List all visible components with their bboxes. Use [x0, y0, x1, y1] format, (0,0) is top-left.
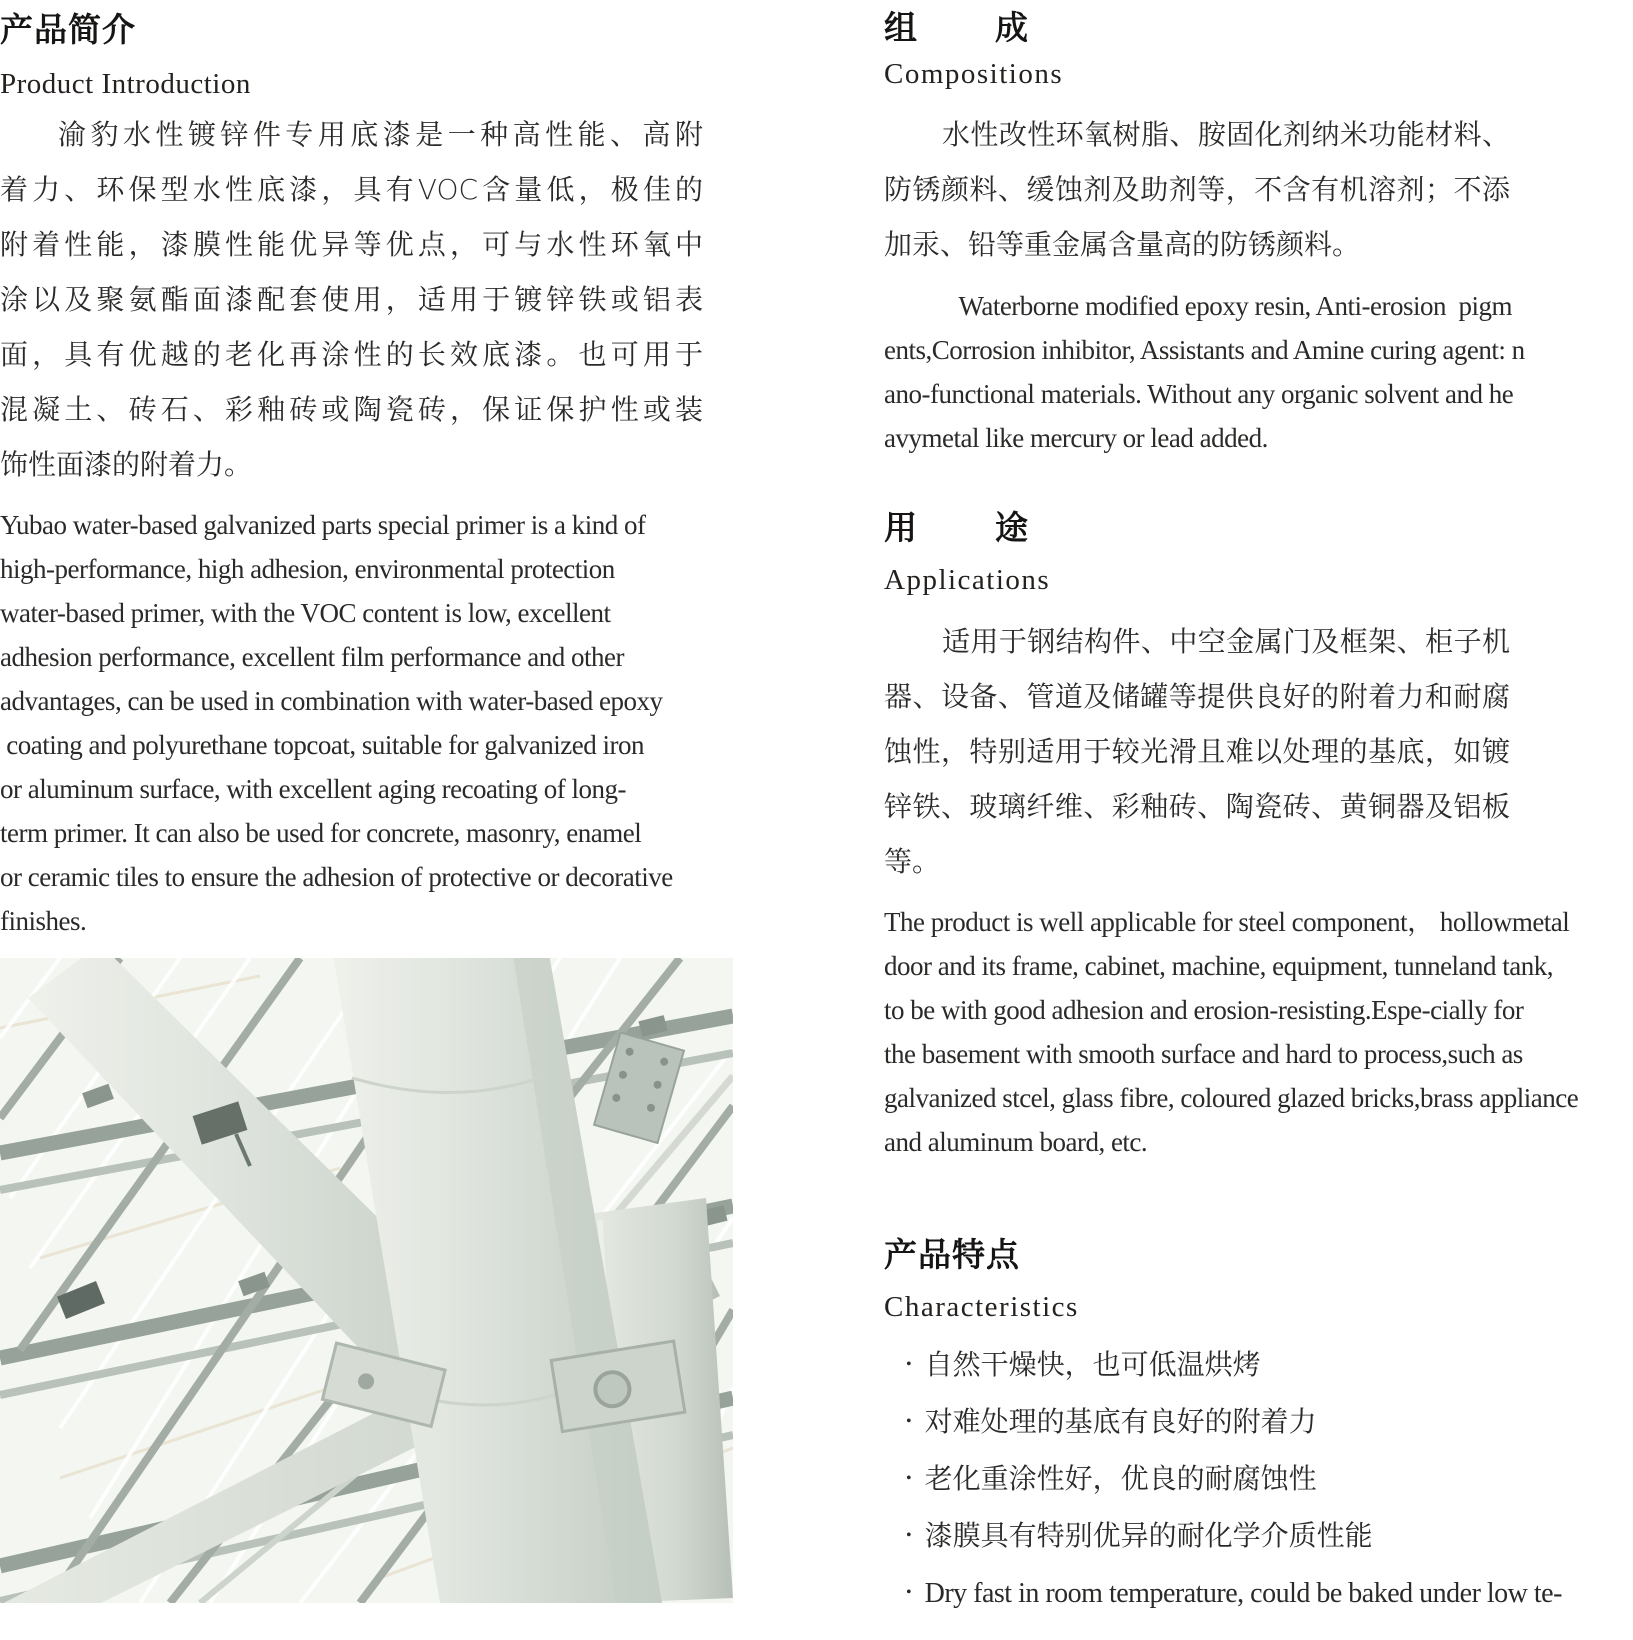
text-line: 渝豹水性镀锌件专用底漆是一种高性能、高附	[58, 118, 703, 151]
compositions-paragraph-zh	[884, 107, 1510, 272]
list-item	[884, 1393, 1562, 1450]
characteristics-list	[884, 1336, 1562, 1621]
text-line: water-based primer, with the VOC content is low, excellent	[0, 598, 611, 628]
bullet-icon: •	[906, 1470, 912, 1487]
text-line: finishes.	[0, 906, 87, 936]
intro-paragraph-zh	[0, 107, 703, 492]
list-item-text: Dry fast in room temperature, could be baked under low te-	[924, 1578, 1562, 1609]
list-item	[884, 1507, 1562, 1564]
list-item	[884, 1564, 1562, 1621]
text-line: or ceramic tiles to ensure the adhesion of protective or decorative	[0, 862, 673, 892]
text-line: galvanized stcel, glass fibre, coloured glazed bricks,brass appliance	[884, 1083, 1579, 1113]
applications-paragraph-zh	[884, 614, 1510, 889]
text-line: ents,Corrosion inhibitor, Assistants and Amine curing agent: n	[884, 335, 1525, 365]
list-item-text: 老化重涂性好，优良的耐腐蚀性	[924, 1462, 1317, 1495]
bullet-icon: •	[906, 1584, 912, 1601]
list-item	[884, 1336, 1562, 1393]
text-line: or aluminum surface, with excellent aging recoating of long-	[0, 774, 627, 804]
compositions-paragraph-en	[884, 284, 1525, 460]
applications-paragraph-en	[884, 900, 1578, 1164]
text-line: the basement with smooth surface and hard to process,such as	[884, 1039, 1523, 1069]
characteristics-heading-zh: 产品特点	[884, 1235, 1020, 1274]
text-line: 附着性能，漆膜性能优异等优点，可与水性环氧中	[0, 228, 703, 261]
bullet-icon: •	[906, 1356, 912, 1373]
text-line: 加汞、铅等重金属含量高的防锈颜料。	[884, 228, 1361, 261]
text-line: 面，具有优越的老化再涂性的长效底漆。也可用于	[0, 338, 703, 371]
applications-heading-en: Applications	[884, 564, 1051, 596]
text-line: ano-functional materials. Without any organic solvent and he	[884, 379, 1514, 409]
intro-paragraph-en	[0, 503, 673, 943]
text-line: high-performance, high adhesion, environmental protection	[0, 554, 615, 584]
product-photo	[0, 958, 733, 1603]
bullet-icon: •	[906, 1413, 912, 1430]
left-column	[0, 0, 740, 1640]
text-line: and aluminum board, etc.	[884, 1127, 1148, 1157]
text-line: 适用于钢结构件、中空金属门及框架、柜子机	[942, 625, 1510, 658]
text-line: to be with good adhesion and erosion-resisting.Espe-cially for	[884, 995, 1524, 1025]
text-line: 水性改性环氧树脂、胺固化剂纳米功能材料、	[942, 118, 1510, 151]
text-line: advantages, can be used in combination with water-based epoxy	[0, 686, 663, 716]
list-item-text: 自然干燥快，也可低温烘烤	[924, 1348, 1261, 1381]
list-item-text: 漆膜具有特别优异的耐化学介质性能	[924, 1519, 1373, 1552]
text-line: 饰性面漆的附着力。	[0, 448, 253, 481]
text-line: avymetal like mercury or lead added.	[884, 423, 1268, 453]
steel-structure-illustration	[0, 958, 733, 1603]
text-line: door and its frame, cabinet, machine, equipment, tunneland tank,	[884, 951, 1554, 981]
text-line: The product is well applicable for steel component， hollowmetal	[884, 907, 1570, 937]
text-line: adhesion performance, excellent film performance and other	[0, 642, 624, 672]
characteristics-heading-en: Characteristics	[884, 1291, 1079, 1323]
intro-heading-zh: 产品简介	[0, 10, 136, 49]
bullet-icon: •	[906, 1527, 912, 1544]
text-line: 等。	[884, 845, 941, 878]
applications-heading-zh: 用途	[884, 508, 1106, 547]
text-line: term primer. It can also be used for concrete, masonry, enamel	[0, 818, 642, 848]
text-line: 混凝土、砖石、彩釉砖或陶瓷砖，保证保护性或装	[0, 393, 703, 426]
text-line: 着力、环保型水性底漆，具有VOC含量低，极佳的	[0, 173, 703, 206]
text-line: 蚀性，特别适用于较光滑且难以处理的基底，如镀	[884, 735, 1510, 768]
intro-heading-en: Product Introduction	[0, 68, 251, 100]
right-column	[884, 0, 1584, 1640]
text-line: coating and polyurethane topcoat, suitable for galvanized iron	[0, 730, 645, 760]
compositions-heading-en: Compositions	[884, 58, 1064, 90]
text-line: 涂以及聚氨酯面漆配套使用，适用于镀锌铁或铝表	[0, 283, 703, 316]
text-line: Yubao water-based galvanized parts special primer is a kind of	[0, 510, 646, 540]
text-line: Waterborne modified epoxy resin, Anti-erosion pigm	[884, 291, 1512, 321]
compositions-heading-zh: 组成	[884, 8, 1106, 47]
text-line: 器、设备、管道及储罐等提供良好的附着力和耐腐	[884, 680, 1510, 713]
text-line: 锌铁、玻璃纤维、彩釉砖、陶瓷砖、黄铜器及铝板	[884, 790, 1510, 823]
list-item	[884, 1450, 1562, 1507]
text-line: 防锈颜料、缓蚀剂及助剂等，不含有机溶剂；不添	[884, 173, 1510, 206]
list-item-text: 对难处理的基底有良好的附着力	[924, 1405, 1317, 1438]
